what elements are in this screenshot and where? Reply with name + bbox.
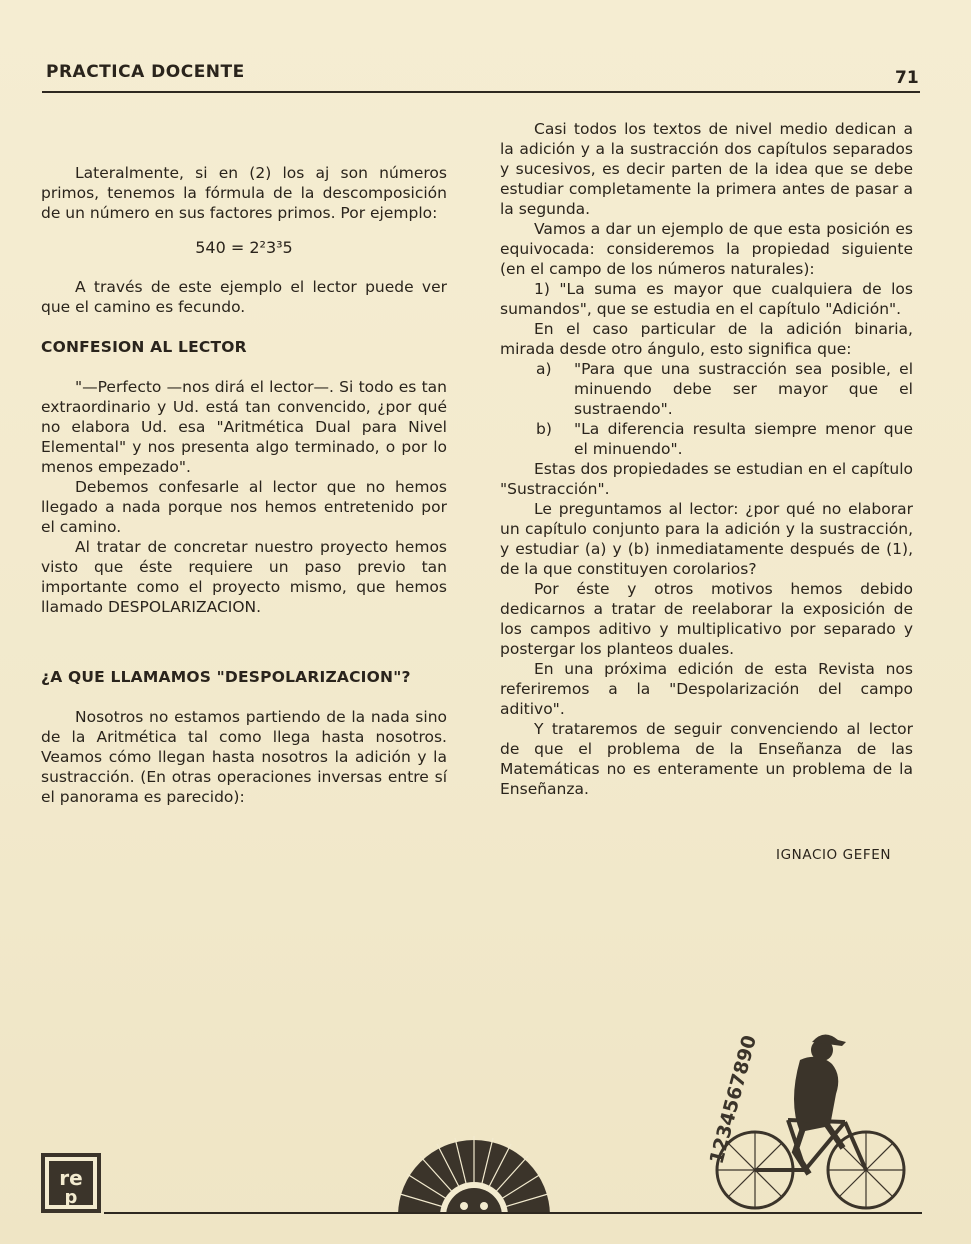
list-item	[500, 359, 913, 419]
formula: 540 = 2²3³5	[195, 238, 293, 257]
author-signature: IGNACIO GEFEN	[776, 847, 892, 863]
paragraph: 1) "La suma es mayor que cualquiera de los sumandos", que se estudia en el capítulo "Adición".	[500, 280, 913, 318]
paragraph: En una próxima edición de esta Revista nos referiremos a la "Despolarización del campo aditivo".	[500, 660, 913, 718]
section-heading: CONFESION AL LECTOR	[41, 338, 247, 356]
svg-text:p: p	[64, 1187, 78, 1208]
cyclist-numbers: 1234567890	[705, 1032, 762, 1167]
footer-rule	[104, 1212, 922, 1214]
list-text: "La diferencia resulta siempre menor que el minuendo".	[574, 420, 913, 458]
list-item	[500, 419, 913, 459]
paragraph: Nosotros no estamos partiendo de la nada sino de la Aritmética tal como llega hasta nosotros. Veamos cómo llegan hasta nosotros la adición y la sustracción. (En otras operaciones inversas entre sí el panorama es parecido):	[41, 708, 447, 806]
paragraph: Estas dos propiedades se estudian en el capítulo "Sustracción".	[500, 460, 913, 498]
paragraph: Y trataremos de seguir convenciendo al lector de que el problema de la Enseñanza de las Matemáticas no es enteramente un problema de la Enseñanza.	[500, 720, 913, 798]
section-heading: ¿A QUE LLAMAMOS "DESPOLARIZACION"?	[41, 668, 411, 686]
paragraph: Casi todos los textos de nivel medio dedican a la adición y a la sustracción dos capítulos separados y sucesivos, es decir parten de la idea que se debe estudiar completamente la primera antes de pasar a la segunda.	[500, 120, 913, 218]
paragraph: A través de este ejemplo el lector puede ver que el camino es fecundo.	[41, 278, 447, 316]
cyclist-illustration	[700, 1030, 910, 1215]
paragraph: "—Perfecto —nos dirá el lector—. Si todo es tan extraordinario y Ud. está tan convencido, ¿por qué no elabora Ud. esa "Aritmética Dual para Nivel Elemental" y nos presenta algo terminado, o por lo menos empezado".	[41, 378, 447, 476]
paragraph: Vamos a dar un ejemplo de que esta posición es equivocada: consideremos la propiedad siguiente (en el campo de los números naturales):	[500, 220, 913, 278]
sun-ornament	[395, 1134, 553, 1214]
list-text: "Para que una sustracción sea posible, el minuendo debe ser mayor que el sustraendo".	[574, 360, 913, 418]
paragraph: Por éste y otros motivos hemos debido dedicarnos a tratar de reelaborar la exposición de los campos aditivo y multiplicativo por separado y postergar los planteos duales.	[500, 580, 913, 658]
paragraph: Le preguntamos al lector: ¿por qué no elaborar un capítulo conjunto para la adición y la sustracción, y estudiar (a) y (b) inmediatamente después de (1), de la que constituyen corolarios?	[500, 500, 913, 578]
svg-text:re: re	[59, 1166, 83, 1190]
paragraph: Lateralmente, si en (2) los aj son números primos, tenemos la fórmula de la descomposición de un número en sus factores primos. Por ejemplo:	[41, 164, 447, 222]
header-rule	[42, 91, 920, 93]
paragraph: En el caso particular de la adición binaria, mirada desde otro ángulo, esto significa que:	[500, 320, 913, 358]
publisher-logo	[40, 1152, 102, 1214]
paragraph: Al tratar de concretar nuestro proyecto hemos visto que éste requiere un paso previo tan importante como el proyecto mismo, que hemos llamado DESPOLARIZACION.	[41, 538, 447, 616]
paragraph: Debemos confesarle al lector que no hemos llegado a nada porque nos hemos entretenido por el camino.	[41, 478, 447, 536]
section-title: PRACTICA DOCENTE	[46, 62, 245, 82]
right-column	[500, 119, 913, 799]
list-label: b)	[536, 420, 552, 438]
page-number: 71	[895, 68, 919, 88]
list-label: a)	[536, 360, 552, 378]
left-column	[41, 163, 447, 807]
